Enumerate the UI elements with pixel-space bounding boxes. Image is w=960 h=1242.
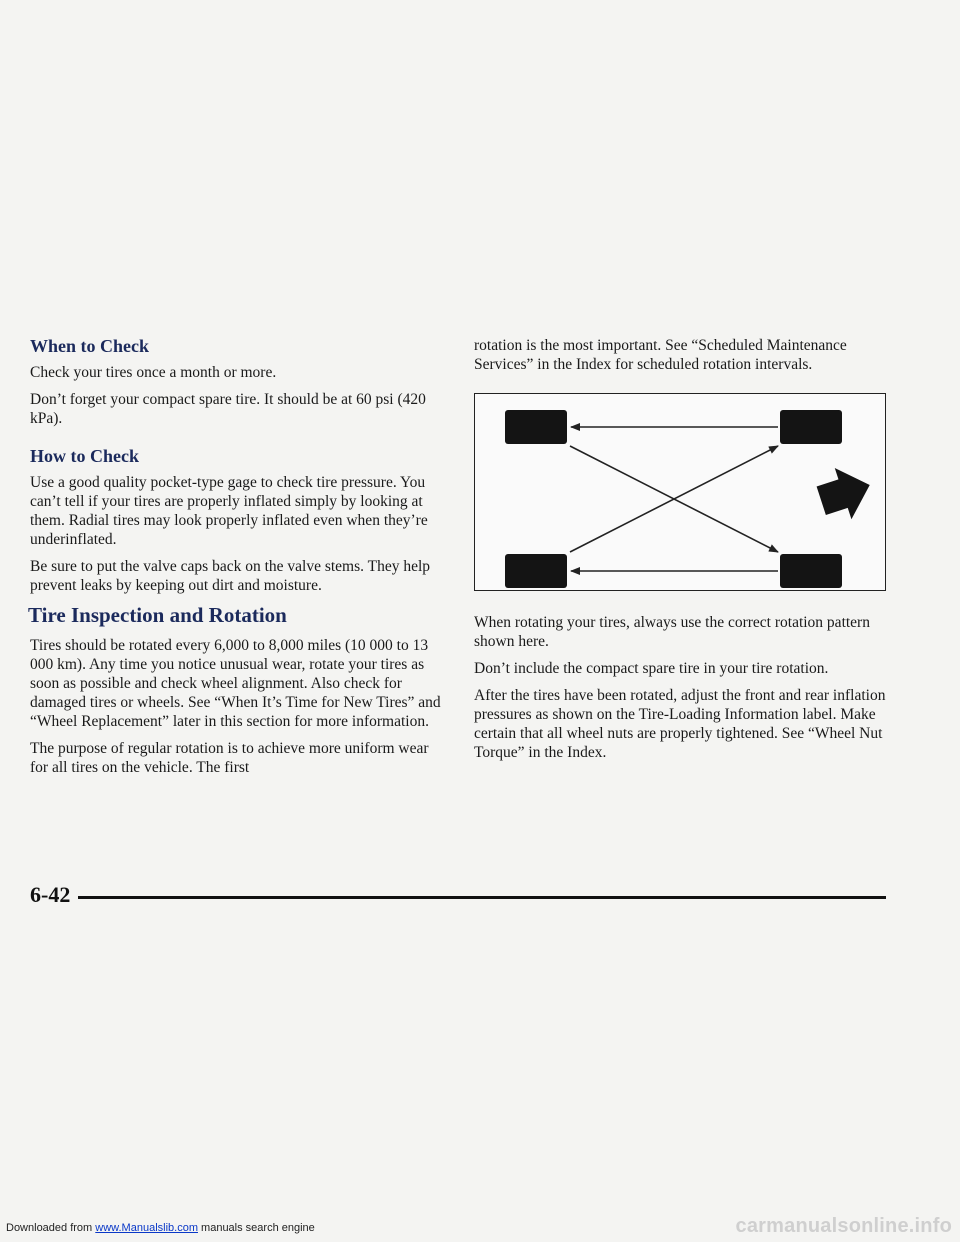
- section-title: Tire Inspection and Rotation: [28, 603, 287, 627]
- rotation-paragraph-2: The purpose of regular rotation is to achieve more uniform wear for all tires on the vehicle. The first: [30, 740, 429, 776]
- how-paragraph-2: Be sure to put the valve caps back on the valve stems. They help prevent leaks by keeping out dirt and moisture.: [30, 558, 431, 594]
- manualslib-link[interactable]: www.Manualslib.com: [95, 1222, 198, 1234]
- download-footer: [6, 1222, 315, 1234]
- forward-direction-arrow-icon: [813, 459, 878, 526]
- right-column: [474, 336, 886, 770]
- tire-rear-left: [505, 554, 567, 588]
- when-paragraph-2: Don’t forget your compact spare tire. It should be at 60 psi (420 kPa).: [30, 391, 426, 427]
- after-paragraph-3: After the tires have been rotated, adjust the front and rear inflation pressures as shown on the Tire-Loading Information label. Make certain that all wheel nuts are properly tightened. See “Wheel Nut Torque” in the Index.: [474, 687, 886, 761]
- rotation-paragraph-1: Tires should be rotated every 6,000 to 8,000 miles (10 000 to 13 000 km). Any time you notice unusual wear, rotate your tires as soon as possible and check wheel alignment. Also check for damaged tires or wheels. See “When It’s Time for New Tires” and “Wheel Replacement” later in this section for more information.: [30, 637, 441, 730]
- tire-front-left: [505, 410, 567, 444]
- rotation-diagram: [474, 393, 886, 591]
- watermark: carmanualsonline.info: [735, 1215, 952, 1237]
- download-suffix: manuals search engine: [197, 1222, 315, 1234]
- tire-rear-right: [780, 554, 842, 588]
- tire-front-right: [780, 410, 842, 444]
- page-number: 6-42: [30, 882, 71, 907]
- when-paragraph-1: Check your tires once a month or more.: [30, 364, 277, 381]
- when-to-check-heading: When to Check: [30, 336, 150, 356]
- left-column: [30, 336, 442, 785]
- download-prefix: Downloaded from: [6, 1222, 96, 1234]
- footer-rule: [78, 896, 886, 899]
- rotation-diagram-svg: [475, 394, 885, 590]
- continued-paragraph: rotation is the most important. See “Scheduled Maintenance Services” in the Index for scheduled rotation intervals.: [474, 337, 847, 373]
- after-paragraph-2: Don’t include the compact spare tire in your tire rotation.: [474, 660, 829, 677]
- how-to-check-heading: How to Check: [30, 446, 139, 466]
- after-paragraph-1: When rotating your tires, always use the correct rotation pattern shown here.: [474, 614, 870, 650]
- how-paragraph-1: Use a good quality pocket-type gage to check tire pressure. You can’t tell if your tires are properly inflated simply by looking at them. Radial tires may look properly inflated even when they’re underinflated.: [30, 474, 428, 548]
